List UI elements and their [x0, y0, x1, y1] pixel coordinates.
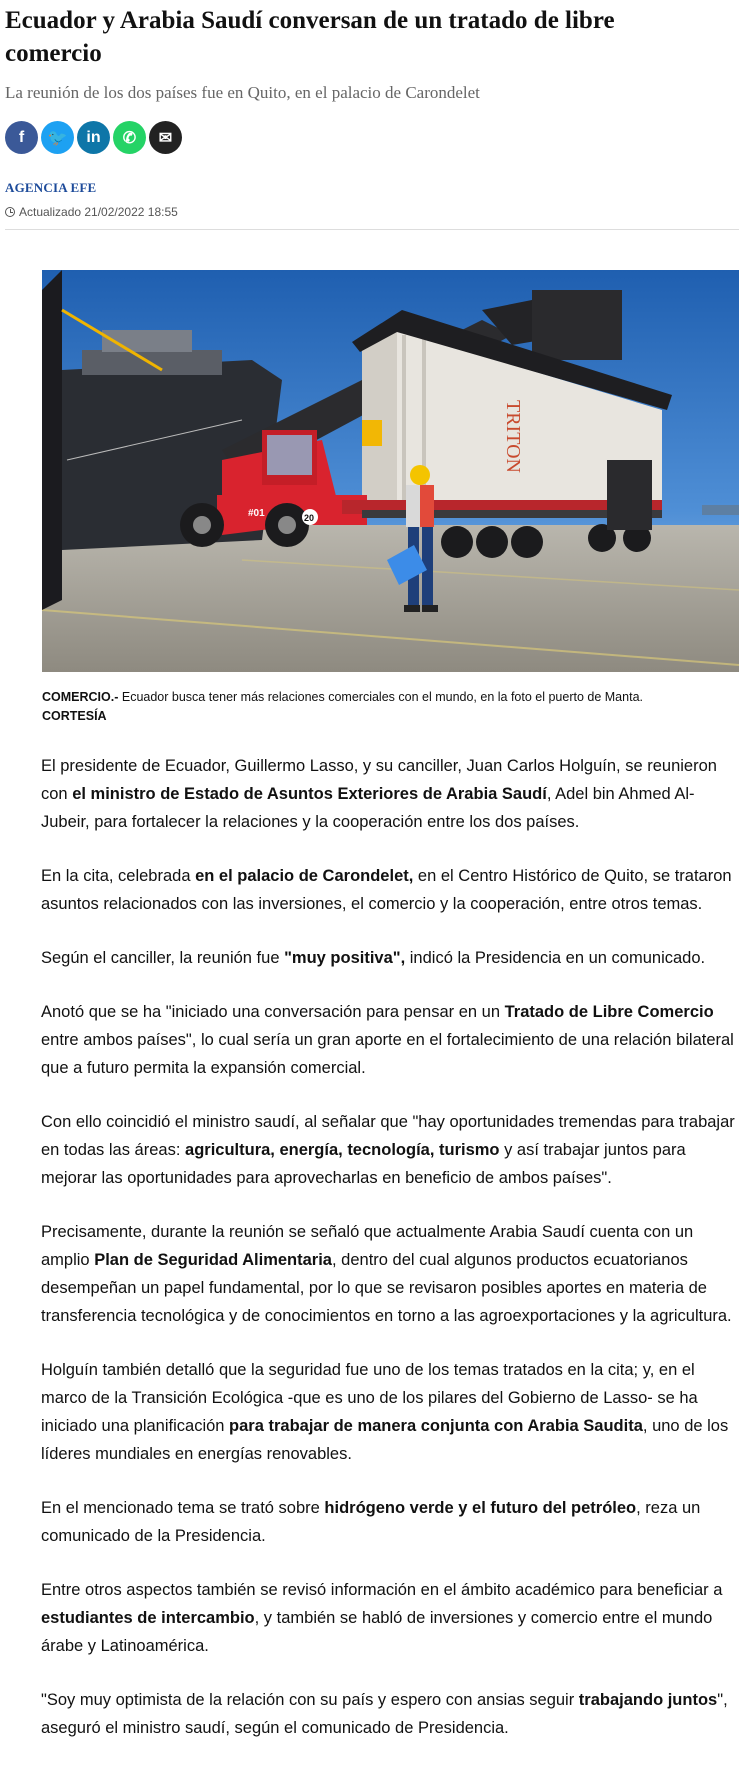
twitter-icon: 🐦	[47, 129, 68, 147]
article-paragraph	[41, 1356, 739, 1468]
article-paragraph	[41, 1108, 739, 1192]
article-paragraph	[41, 752, 739, 836]
bold-text: agricultura, energía, tecnología, turismo	[185, 1141, 500, 1159]
whatsapp-icon: ✆	[122, 129, 137, 147]
article-paragraph	[41, 1494, 739, 1550]
linkedin-share-button[interactable]	[77, 121, 110, 154]
caption-credit: CORTESÍA	[42, 709, 107, 723]
updated-text: Actualizado 21/02/2022 18:55	[19, 205, 178, 219]
bold-text: trabajando juntos	[578, 1691, 718, 1709]
article-paragraph	[41, 1686, 739, 1742]
text-segment: Según el canciller, la reunión fue	[41, 949, 285, 967]
facebook-share-button[interactable]	[5, 121, 38, 154]
text-segment: Holguín también detalló que la seguridad fue uno de los temas tratados en la cita; y, en el marco de la Transición Ecológica -que es uno de los pilares del Gobierno de Lasso- se ha iniciado una planificación	[41, 1361, 698, 1435]
photo-caption	[42, 688, 682, 726]
share-bar	[5, 121, 739, 154]
text-segment: , Adel bin Ahmed Al-Jubeir, para fortalecer la relaciones y la cooperación entre los dos países.	[41, 785, 695, 831]
bold-text: en el palacio de Carondelet,	[195, 867, 414, 885]
bold-text: Plan de Seguridad Alimentaria	[94, 1251, 332, 1269]
bold-text: hidrógeno verde y el futuro del petróleo	[324, 1499, 637, 1517]
page-title: Ecuador y Arabia Saudí conversan de un tratado de libre comercio	[5, 7, 615, 67]
container-brand: TRITON	[502, 400, 524, 473]
text-segment: , reza un comunicado de la Presidencia.	[41, 1499, 701, 1545]
whatsapp-share-button[interactable]	[113, 121, 146, 154]
text-segment: , y también se habló de inversiones y comercio entre el mundo árabe y Latinoamérica.	[41, 1609, 713, 1655]
page-subtitle: La reunión de los dos países fue en Quito, en el palacio de Carondelet	[5, 83, 480, 102]
text-segment: , uno de los líderes mundiales en energías renovables.	[41, 1417, 729, 1463]
text-segment: "Soy muy optimista de la relación con su país y espero con ansias seguir	[41, 1691, 579, 1709]
text-segment: Precisamente, durante la reunión se señaló que actualmente Arabia Saudí cuenta con un amplio	[41, 1223, 694, 1269]
article-paragraph	[41, 862, 739, 918]
article-paragraph	[41, 1218, 739, 1330]
bold-text: el ministro de Estado de Asuntos Exteriores de Arabia Saudí	[72, 785, 547, 803]
email-icon: ✉	[158, 129, 173, 147]
bold-text: "muy positiva",	[284, 949, 406, 967]
article-body	[41, 752, 739, 1768]
twitter-share-button[interactable]	[41, 121, 74, 154]
article-photo	[42, 270, 739, 672]
bold-text: estudiantes de intercambio	[41, 1609, 255, 1627]
bold-text: Tratado de Libre Comercio	[504, 1003, 714, 1021]
text-segment: , dentro del cual algunos productos ecuatorianos desempeñan un papel fundamental, por lo que se revisaron posibles aportes en materia de transferencia tecnológica y de conocimientos en torno a las agroexportaciones y la agricultura.	[41, 1251, 732, 1325]
text-segment: en el Centro Histórico de Quito, se trataron asuntos relacionados con las inversiones, el comercio y la cooperación, entre otros temas.	[41, 867, 732, 913]
text-segment: entre ambos países", lo cual sería un gran aporte en el fortalecimiento de una relación bilateral que a futuro permita la expansión comercial.	[41, 1031, 734, 1077]
facebook-icon: f	[18, 128, 25, 146]
text-segment: El presidente de Ecuador, Guillermo Lasso, y su canciller, Juan Carlos Holguín, se reunieron con	[41, 757, 717, 803]
text-segment: En la cita, celebrada	[41, 867, 196, 885]
text-segment: y así trabajar juntos para mejorar las oportunidades para aprovecharlas en beneficio de ambos países".	[41, 1141, 686, 1187]
text-segment: En el mencionado tema se trató sobre	[41, 1499, 325, 1517]
text-segment: Con ello coincidió el ministro saudí, al señalar que "hay oportunidades tremendas para trabajar en todas las áreas:	[41, 1113, 735, 1159]
article-paragraph	[41, 1576, 739, 1660]
email-share-button[interactable]	[149, 121, 182, 154]
linkedin-icon: in	[86, 128, 101, 146]
caption-label: COMERCIO.-	[42, 690, 119, 704]
article-paragraph	[41, 998, 739, 1082]
caption-text: Ecuador busca tener más relaciones comerciales con el mundo, en la foto el puerto de Manta.	[118, 690, 643, 704]
text-segment: Entre otros aspectos también se revisó información en el ámbito académico para beneficiar a	[41, 1581, 723, 1599]
text-segment: ", aseguró el ministro saudí, según el comunicado de Presidencia.	[41, 1691, 728, 1737]
author-link[interactable]: AGENCIA EFE	[5, 180, 97, 195]
article-header	[5, 0, 739, 230]
text-segment: indicó la Presidencia en un comunicado.	[405, 949, 706, 967]
text-segment: Anotó que se ha "iniciado una conversación para pensar en un	[41, 1003, 505, 1021]
wheel-number: 20	[304, 513, 315, 523]
updated-timestamp	[5, 205, 739, 219]
clock-icon	[5, 207, 15, 217]
header-divider	[5, 229, 739, 230]
bold-text: para trabajar de manera conjunta con Arabia Saudita	[229, 1417, 643, 1435]
article-paragraph	[41, 944, 739, 972]
truck-number: #01	[248, 508, 265, 519]
